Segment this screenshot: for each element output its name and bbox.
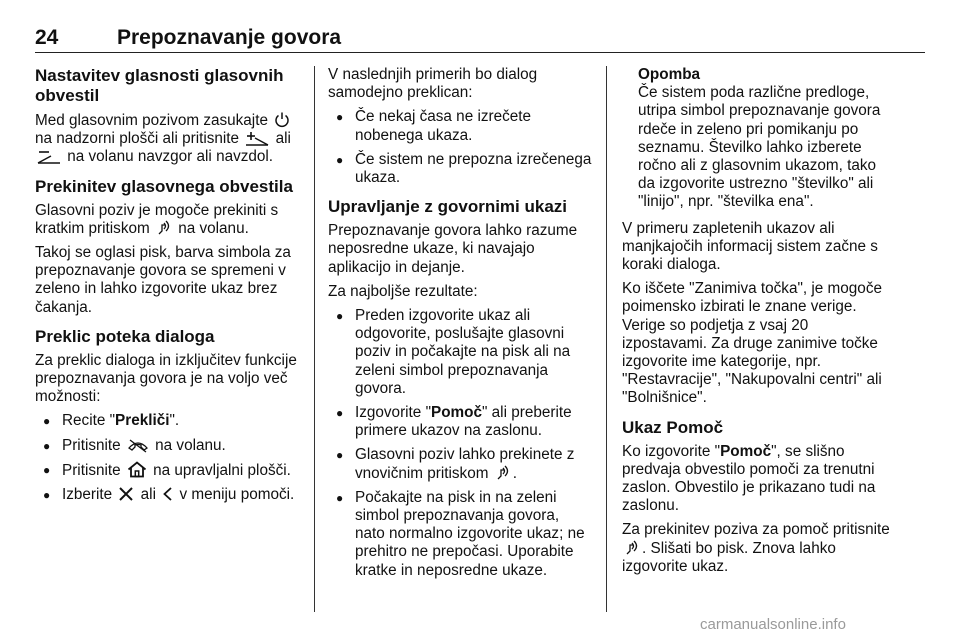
section-heading-interrupt: Prekinitev glasovnega obvestila xyxy=(35,176,293,196)
list-item: ● Recite "Prekliči". xyxy=(35,412,307,430)
note-title: Opomba xyxy=(638,66,701,83)
list-item: ● Izberite ali v meniju pomoči. xyxy=(35,486,307,504)
paragraph-cancel: Za preklic dialoga in izključitev funkcije prepoznavanja govora je na voljo več možnosti: xyxy=(35,351,297,406)
steering-plus-icon xyxy=(245,131,269,146)
list-item: ● Pritisnite na upravljalni plošči. xyxy=(35,461,307,480)
page-number: 24 xyxy=(35,26,59,49)
paragraph-auto-cancel: V naslednjih primerih bo dialog samodejno preklican: xyxy=(328,66,538,102)
voice-recognition-icon xyxy=(624,540,640,556)
hang-up-icon xyxy=(127,439,149,453)
chevron-left-icon xyxy=(162,486,173,502)
list-item: ● Glasovni poziv lahko prekinete z vnovičnim pritiskom . xyxy=(328,446,592,482)
close-icon xyxy=(118,486,134,502)
paragraph-commands: Prepoznavanje govora lahko razume neposredne ukaze, ki navajajo aplikacijo in dejanje. xyxy=(328,222,578,276)
column-right xyxy=(622,66,892,582)
paragraph-poi: Ko iščete "Zanimiva točka", je mogoče poimensko izbirati le znane verige. Verige so podjetja z vsaj 20 izpostavami. Za druge zanimive točke izgovorite ime kategorije, npr. "Restavracije", "Nakupovalni centri" ali "Bolnišnice". xyxy=(622,280,882,407)
voice-recognition-icon xyxy=(156,220,172,236)
paragraph-best-results: Za najboljše rezultate: xyxy=(328,282,478,300)
section-heading-commands: Upravljanje z govornimi ukazi xyxy=(328,197,568,217)
paragraph-volume: Med glasovnim pozivom zasukajte na nadzorni plošči ali pritisnite ali na volanu navzgor ali navzdol. xyxy=(35,112,291,166)
steering-minus-icon xyxy=(37,149,61,164)
column-divider-2 xyxy=(606,66,607,612)
power-knob-icon xyxy=(274,111,290,128)
auto-cancel-list xyxy=(328,108,592,187)
chapter-title: Prepoznavanje govora xyxy=(117,26,342,49)
list-item: ● Izgovorite "Pomoč" ali preberite primere ukazov na zaslonu. xyxy=(328,404,592,440)
list-item: ● Pritisnite na volanu. xyxy=(35,437,307,455)
note-box xyxy=(622,66,892,212)
paragraph-complex-commands: V primeru zapletenih ukazov ali manjkajočih informacij sistem začne s koraki dialoga. xyxy=(622,219,878,274)
list-item: ● Če sistem ne prepozna izrečenega ukaza. xyxy=(328,151,592,187)
list-item: ● Preden izgovorite ukaz ali odgovorite, poslušajte glasovni poziv in počakajte na pisk ali na zeleni simbol prepoznavanja govora. xyxy=(328,307,592,398)
column-divider-1 xyxy=(314,66,315,612)
list-item: ● Če nekaj časa ne izrečete nobenega ukaza. xyxy=(328,108,592,144)
voice-recognition-icon xyxy=(495,465,511,481)
section-heading-cancel: Preklic poteka dialoga xyxy=(35,326,215,346)
list-item: ● Počakajte na pisk in na zeleni simbol prepoznavanja govora, nato normalno izgovorite ukaz; ne prehitro ne prepočasi. Uporabite kratke in neposredne ukaze. xyxy=(328,489,592,580)
paragraph-help-interrupt: Za prekinitev poziva za pomoč pritisnite . Slišati bo pisk. Znova lahko izgovorite ukaz. xyxy=(622,521,890,575)
paragraph-beep: Takoj se oglasi pisk, barva simbola za prepoznavanje govora se spremeni v zeleno in lahko izgovorite ukaz brez čakanja. xyxy=(35,244,291,316)
column-left xyxy=(35,66,307,510)
site-watermark: carmanualsonline.info xyxy=(700,616,846,633)
section-heading-help: Ukaz Pomoč xyxy=(622,417,724,437)
home-icon xyxy=(127,461,147,478)
paragraph-help: Ko izgovorite "Pomoč", se slišno predvaja obvestilo pomoči za trenutni zaslon. Obvestilo je prikazano tudi na zaslonu. xyxy=(622,442,876,515)
section-heading-volume: Nastavitev glasnosti glasovnih obvestil xyxy=(35,66,284,105)
note-text: Če sistem poda različne predloge, utripa simbol prepoznavanje govora rdeče in zeleno pri pomikanju po seznamu. Številko lahko izberete ročno ali z glasovnim ukazom, tako da izgovorite ustrezno "številko" ali "linijo", npr. "številka ena". xyxy=(638,84,881,211)
cancel-options-list xyxy=(35,412,307,504)
page-header xyxy=(35,22,925,53)
paragraph-interrupt: Glasovni poziv je mogoče prekiniti s kratkim pritiskom na volanu. xyxy=(35,201,279,237)
best-results-list xyxy=(328,307,592,580)
column-middle xyxy=(328,66,592,586)
